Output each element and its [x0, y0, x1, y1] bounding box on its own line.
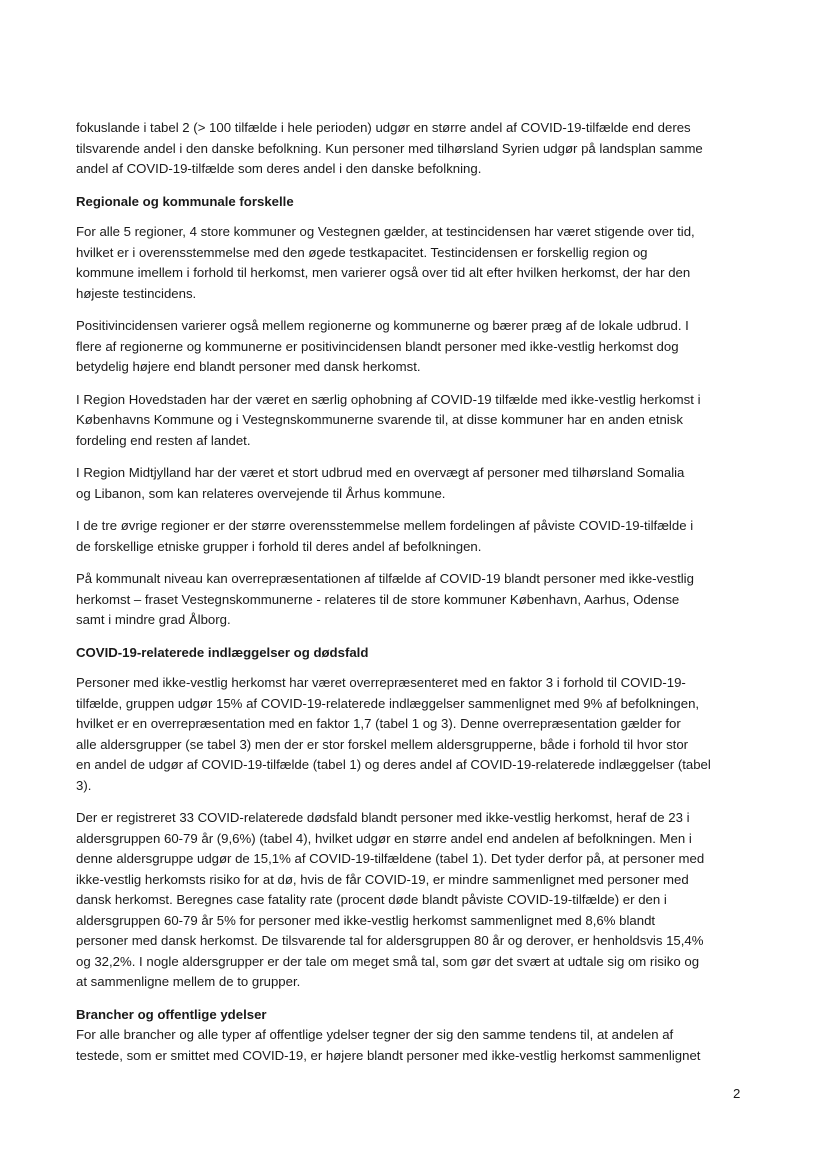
paragraph-line: herkomst – fraset Vestegnskommunerne - relateres til de store kommuner København, Aarhus, Odense	[76, 591, 680, 607]
paragraph-line: For alle 5 regioner, 4 store kommuner og Vestegnen gælder, at testincidensen har været stigende over tid,	[76, 224, 695, 239]
paragraph-line: fordeling end resten af landet.	[76, 432, 251, 448]
paragraph-line: andel af COVID-19-tilfælde som deres andel i den danske befolkning.	[76, 161, 482, 176]
paragraph-line: betydelig højere end blandt personer med dansk herkomst.	[76, 359, 421, 374]
paragraph-line: Københavns Kommune og i Vestegnskommunerne svarende til, at disse kommuner har en anden etnisk	[76, 412, 683, 427]
document-body	[76, 118, 743, 1078]
body-paragraph	[76, 808, 743, 993]
paragraph-line: ikke-vestlig herkomsts risiko for at dø, hvis de får COVID-19, er mindre sammenlignet med personer med	[76, 871, 689, 887]
section-heading: COVID-19-relaterede indlæggelser og dødsfald	[76, 644, 369, 660]
body-paragraph	[76, 463, 743, 504]
paragraph-line: I Region Hovedstaden har der været en særlig ophobning af COVID-19 tilfælde med ikke-vestlig herkomst i	[76, 391, 701, 407]
paragraph-line: og 32,2%. I nogle aldersgrupper er der tale om meget små tal, som gør det svært at udtale sig om risiko og	[76, 953, 700, 969]
body-paragraph	[76, 316, 743, 378]
paragraph-line: og Libanon, som kan relateres overvejende til Århus kommune.	[76, 485, 446, 501]
paragraph-line: aldersgruppen 60-79 år 5% for personer med ikke-vestlig herkomst sammenlignet med 8,6% blandt	[76, 912, 656, 928]
body-paragraph	[76, 222, 743, 304]
body-paragraph	[76, 118, 743, 180]
paragraph-line: aldersgruppen 60-79 år (9,6%) (tabel 4), hvilket udgør en større andel end andelen af befolkningen. Men i	[76, 830, 692, 846]
paragraph-line: tilsvarende andel i den danske befolkning. Kun personer med tilhørsland Syrien udgør på landsplan samme	[76, 140, 703, 156]
paragraph-line: fokuslande i tabel 2 (> 100 tilfælde i hele perioden) udgør en større andel af COVID-19-tilfælde end deres	[76, 120, 691, 135]
paragraph-line: hvilket er i overensstemmelse med den øgede testkapacitet. Testincidensen er forskellig region og	[76, 244, 648, 260]
paragraph-line: denne aldersgruppe udgør de 15,1% af COVID-19-tilfældene (tabel 1). Det tyder derfor på, at personer med	[76, 851, 705, 866]
section-heading: Brancher og offentlige ydelser	[76, 1006, 267, 1022]
body-paragraph	[76, 569, 743, 631]
paragraph-line: Der er registreret 33 COVID-relaterede dødsfald blandt personer med ikke-vestlig herkomst, heraf de 23 i	[76, 810, 690, 825]
paragraph-line: dansk herkomst. Beregnes case fatality rate (procent døde blandt påviste COVID-19-tilfælde) er den i	[76, 892, 667, 907]
paragraph-line: 3).	[76, 777, 92, 793]
paragraph-line: testede, som er smittet med COVID-19, er højere blandt personer med ikke-vestlig herkomst sammenlignet	[76, 1047, 701, 1063]
paragraph-line: de forskellige etniske grupper i forhold til deres andel af befolkningen.	[76, 538, 482, 554]
paragraph-line: kommune imellem i forhold til herkomst, men varierer også over tid alt efter hvilken herkomst, der har den	[76, 265, 691, 280]
body-paragraph	[76, 516, 743, 557]
paragraph-line: højeste testincidens.	[76, 285, 197, 301]
paragraph-line: en andel de udgør af COVID-19-tilfælde (tabel 1) og deres andel af COVID-19-relaterede indlæggelser (tabel	[76, 757, 711, 772]
paragraph-line: flere af regionerne og kommunerne er positivincidensen blandt personer med ikke-vestlig herkomst dog	[76, 338, 679, 354]
paragraph-line: tilfælde, gruppen udgør 15% af COVID-19-relaterede indlæggelser sammenlignet med 9% af befolkningen,	[76, 695, 700, 711]
paragraph-line: personer med dansk herkomst. De tilsvarende tal for aldersgruppen 80 år og derover, er henholdsvis 15,4%	[76, 933, 704, 948]
paragraph-line: I Region Midtjylland har der været et stort udbrud med en overvægt af personer med tilhørsland Somalia	[76, 465, 685, 480]
body-paragraph	[76, 1025, 743, 1066]
paragraph-line: I de tre øvrige regioner er der større overensstemmelse mellem fordelingen af påviste COVID-19-tilfælde i	[76, 518, 694, 533]
paragraph-line: For alle brancher og alle typer af offentlige ydelser tegner der sig den samme tendens til, at andelen af	[76, 1027, 674, 1042]
body-paragraph	[76, 390, 743, 452]
paragraph-line: Personer med ikke-vestlig herkomst har været overrepræsenteret med en faktor 3 i forhold til COVID-19-	[76, 675, 686, 690]
body-paragraph	[76, 673, 743, 796]
paragraph-line: alle aldersgrupper (se tabel 3) men der er stor forskel mellem aldersgrupperne, både i forhold til hvor stor	[76, 736, 689, 752]
page-number: 2	[733, 1086, 741, 1101]
paragraph-line: På kommunalt niveau kan overrepræsentationen af tilfælde af COVID-19 blandt personer med ikke-vestlig	[76, 571, 694, 586]
section-heading: Regionale og kommunale forskelle	[76, 193, 294, 209]
paragraph-line: at sammenligne mellem de to grupper.	[76, 974, 301, 989]
paragraph-line: hvilket er en overrepræsentation med en faktor 1,7 (tabel 1 og 3). Denne overrepræsentation gælder for	[76, 716, 681, 731]
paragraph-line: samt i mindre grad Ålborg.	[76, 612, 231, 627]
paragraph-line: Positivincidensen varierer også mellem regionerne og kommunerne og bærer præg af de lokale udbrud. I	[76, 318, 689, 333]
